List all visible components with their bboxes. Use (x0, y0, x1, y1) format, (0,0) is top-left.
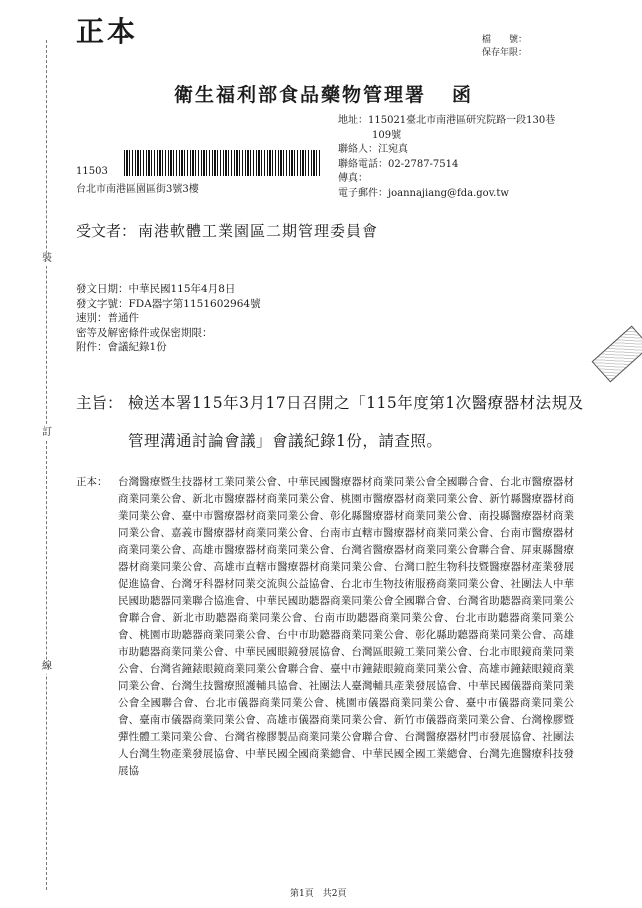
speed-class: 速別：普通件 (76, 312, 139, 324)
subject (76, 384, 586, 460)
original-copy-label: 正本 (76, 15, 139, 48)
recipient-zip: 11503 (76, 166, 108, 177)
retention-label: 保存年限： (482, 48, 528, 58)
recipient (76, 220, 396, 242)
recipient-name: 南港軟體工業園區二期管理委員會 (138, 222, 379, 240)
binding-line (46, 40, 47, 890)
distribution (76, 474, 574, 780)
subject-text: 檢送本署115年3月17日召開之「115年度第1次醫療器材法規及管理溝通討論會議」會議紀錄1份，請查照。 (128, 394, 584, 450)
recipient-address: 台北市南港區園區街3號3樓 (76, 184, 199, 195)
sender-phone: 聯絡電話：02-2787-7514 (338, 158, 459, 170)
doc-type: 函 (452, 84, 474, 106)
file-info (482, 34, 527, 60)
agency-name: 衛生福利部食品藥物管理署 (174, 84, 427, 106)
security-level: 密等及解密條件或保密期限： (76, 326, 213, 339)
binding-mark-ding: 訂 (42, 427, 52, 438)
sender-fax: 傳真： (338, 173, 368, 184)
distribution-list: 台灣醫療暨生技器材工業同業公會、中華民國醫療器材商業同業公會全國聯合會、台北市醫療器材商業同業公會、新北市醫療器材商業同業公會、桃園市醫療器材商業同業公會、新竹縣醫療器材商業同業公會、臺中市醫療器材商業同業公會、彰化縣醫療器材商業同業公會、南投縣醫療器材商業同業公會、嘉義市醫療器材商業同業公會、台南市直轄市醫療器材商業同業公會、台南市醫療器材商業同業公會、高雄市醫療器材商業同業公會、台灣省醫療器材商業同業公會聯合會、屏東縣醫療器材商業同業公會、高雄市直轄市醫療器材商業同業公會、台灣口腔生物科技暨醫療器材產業發展促進協會、台灣牙科器材同業交流與公益協會、台北市生物技術服務商業同業公會、社團法人中華民國助聽器同業聯合協進會、中華民國助聽器商業同業公會全國聯合會、台灣省助聽器商業同業公會聯合會、新北市助聽器商業同業公會、台南市助聽器商業同業公會、台北市助聽器商業同業公會、桃園市助聽器商業同業公會、台中市助聽器商業同業公會、彰化縣助聽器商業同業公會、高雄市助聽器商業同業公會、中華民國眼鏡發展協會、台灣區眼鏡工業同業公會、台北市眼鏡商業同業公會、台灣省鐘錶眼鏡商業同業公會聯合會、臺中市鐘錶眼鏡商業同業公會、高雄市鐘錶眼鏡商業同業公會、台灣生技醫療照護輔具協會、社團法人臺灣輔具產業發展協會、中華民國儀器商業同業公會全國聯合會、台北市儀器商業同業公會、桃園市儀器商業同業公會、臺中市儀器商業同業公會、臺南市儀器商業同業公會、高雄市儀器商業同業公會、新竹市儀器商業同業公會、台灣橡膠暨彈性體工業同業公會、台灣省橡膠製品商業同業公會聯合會、台灣醫療器材門市發展協會、社團法人台灣生物產業發展協會、中華民國全國商業總會、中華民國全國工業總會、台灣先進醫療科技發展協 (118, 476, 574, 777)
sender-address-2: 109號 (372, 129, 402, 141)
receipt-stamp (592, 326, 642, 383)
doc-number: 發文字號：FDA器字第1151602964號 (76, 297, 261, 310)
issue-date: 發文日期：中華民國115年4月8日 (76, 283, 236, 295)
distribution-label: 正本： (76, 476, 108, 488)
subject-label: 主旨： (76, 394, 123, 412)
sender-info (338, 114, 555, 201)
binding-mark-zhuang: 裝 (42, 253, 52, 264)
sender-address-1: 地址：115021臺北市南港區研究院路一段130巷 (338, 115, 556, 126)
sender-email: 電子郵件：joannajiang@fda.gov.tw (338, 187, 509, 199)
document-meta (76, 282, 261, 355)
recipient-label: 受文者： (76, 222, 137, 240)
page-footer: 第1頁 共2頁 (290, 889, 347, 899)
attachment: 附件：會議紀錄1份 (76, 341, 167, 353)
binding-mark-xian: 線 (42, 661, 52, 672)
barcode (124, 150, 320, 176)
agency-header (174, 80, 473, 107)
sender-contact: 聯絡人：江宛真 (338, 144, 408, 155)
file-number-label: 檔 號： (482, 35, 528, 45)
